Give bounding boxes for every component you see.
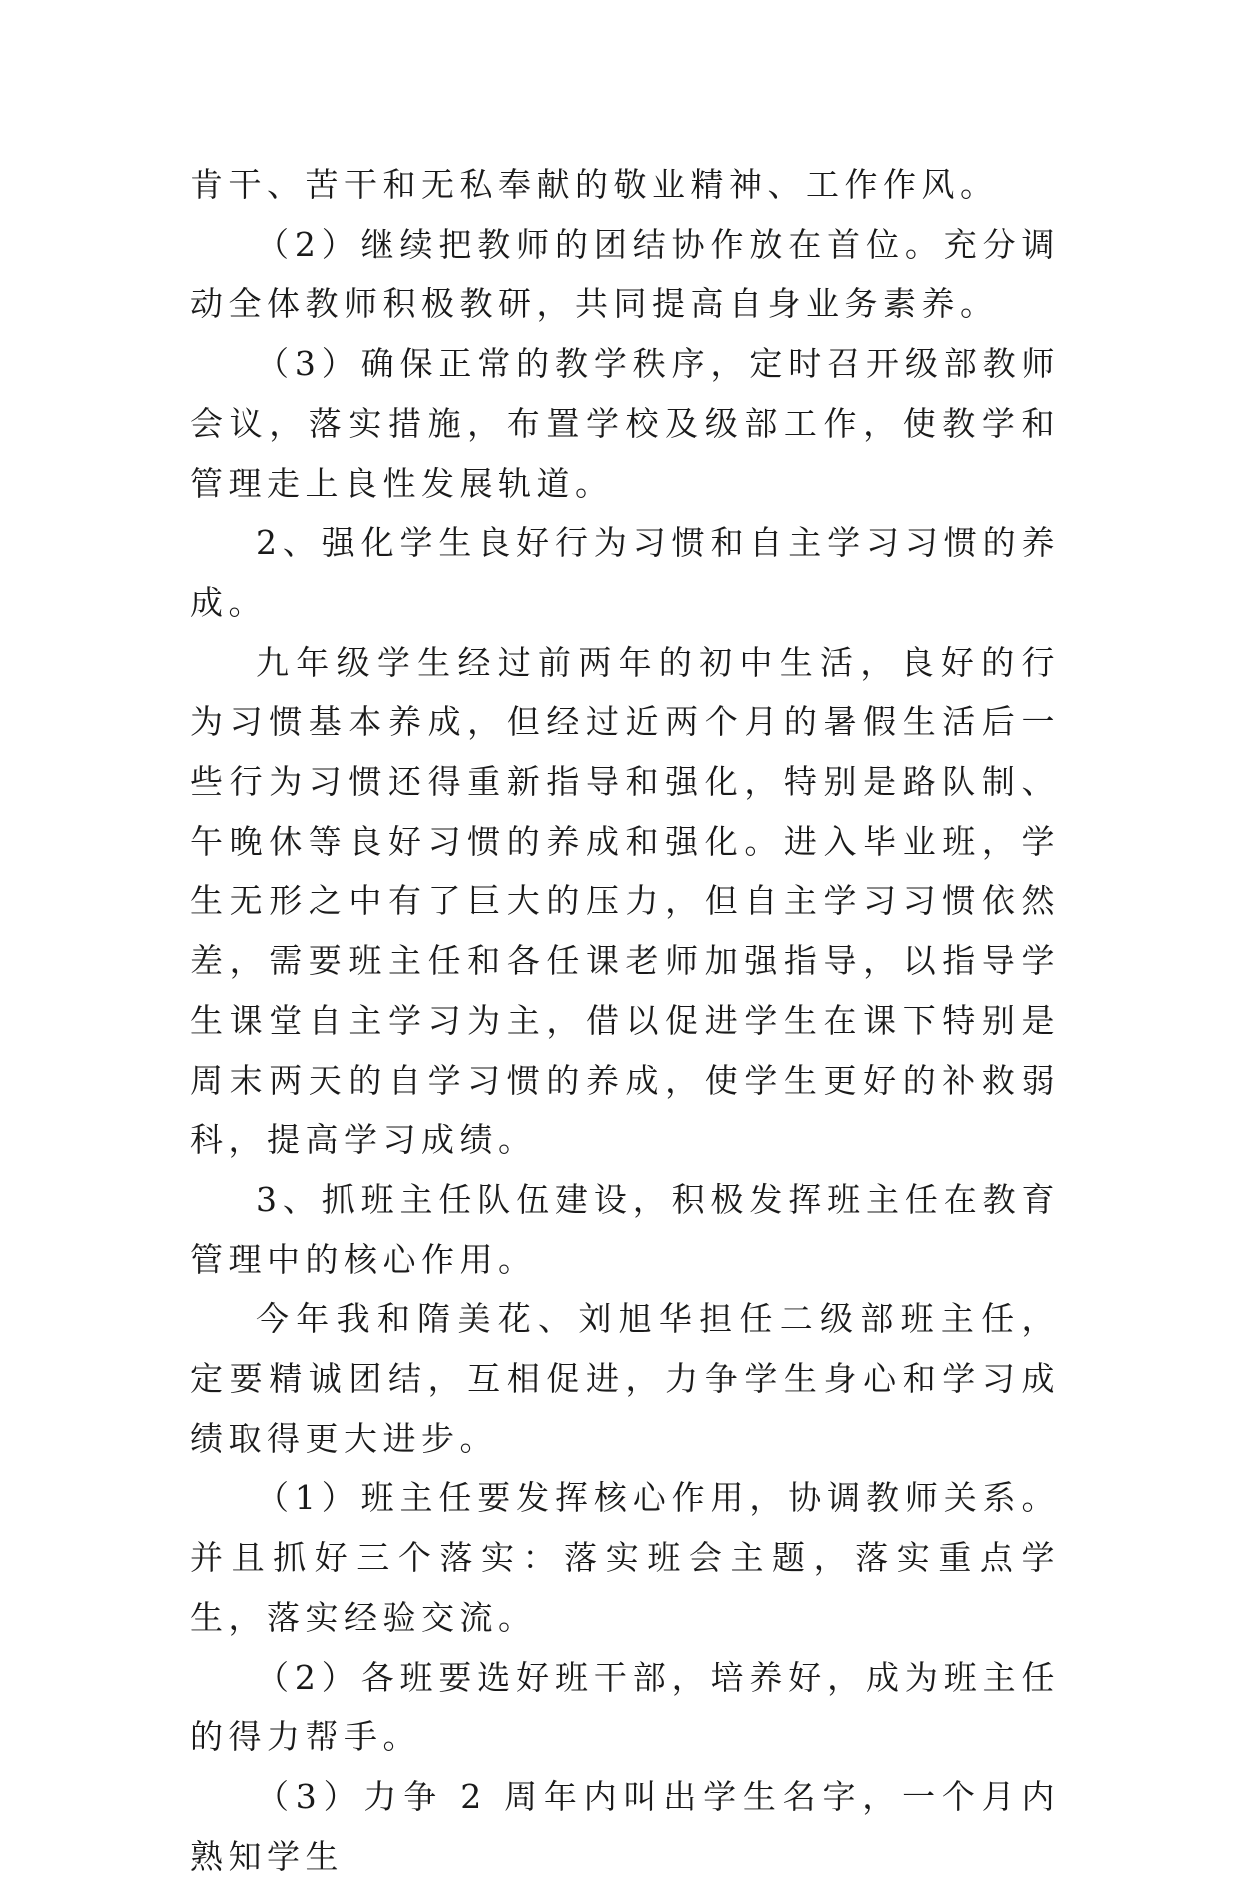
paragraph-10: （3）力争 2 周年内叫出学生名字，一个月内熟知学生 xyxy=(190,1776,1060,1876)
paragraph-2: （2）继续把教师的团结协作放在首位。充分调动全体教师积极教研，共同提高自身业务素养。 xyxy=(190,224,1060,324)
paragraph-6: 3、抓班主任队伍建设，积极发挥班主任在教育管理中的核心作用。 xyxy=(190,1179,1060,1279)
paragraph-7: 今年我和隋美花、刘旭华担任二级部班主任，定要精诚团结，互相促进，力争学生身心和学习成绩取得更大进步。 xyxy=(190,1299,1060,1458)
paragraph-9: （2）各班要选好班干部，培养好，成为班主任的得力帮手。 xyxy=(190,1657,1060,1757)
document-body xyxy=(190,155,1060,1886)
paragraph-8: （1）班主任要发挥核心作用，协调教师关系。并且抓好三个落实：落实班会主题，落实重点学生，落实经验交流。 xyxy=(190,1478,1060,1637)
paragraph-3: （3）确保正常的教学秩序，定时召开级部教师会议，落实措施，布置学校及级部工作，使教学和管理走上良性发展轨道。 xyxy=(190,344,1060,503)
paragraph-5: 九年级学生经过前两年的初中生活，良好的行为习惯基本养成，但经过近两个月的暑假生活后一些行为习惯还得重新指导和强化，特别是路队制、午晚休等良好习惯的养成和强化。进入毕业班，学生无形之中有了巨大的压力，但自主学习习惯依然差，需要班主任和各任课老师加强指导，以指导学生课堂自主学习为主，借以促进学生在课下特别是周末两天的自学习惯的养成，使学生更好的补救弱科，提高学习成绩。 xyxy=(190,642,1060,1160)
paragraph-1: 肯干、苦干和无私奉献的敬业精神、工作作风。 xyxy=(190,165,999,204)
paragraph-4: 2、强化学生良好行为习惯和自主学习习惯的养成。 xyxy=(190,523,1060,622)
